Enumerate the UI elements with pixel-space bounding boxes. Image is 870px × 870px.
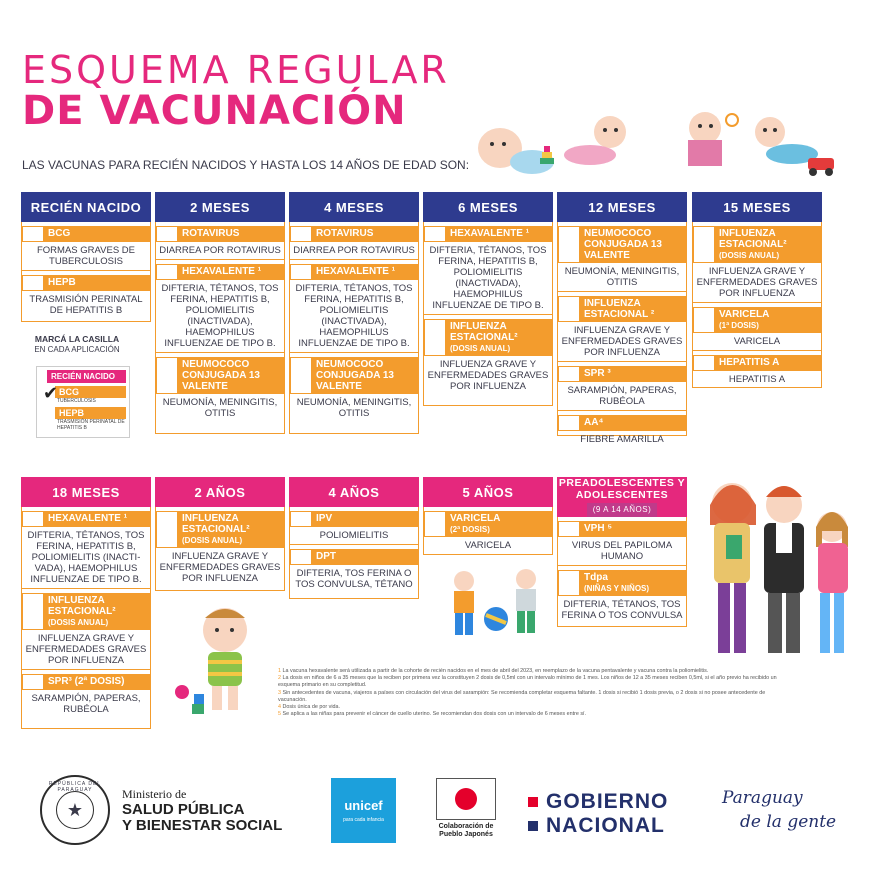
family-illustration — [700, 475, 860, 665]
japan-cooperation-logo — [433, 778, 499, 839]
checkbox[interactable] — [693, 355, 715, 371]
unicef-wordmark: unicef — [344, 798, 383, 813]
vaccine-name: VPH ⁵ — [580, 521, 686, 537]
baby-sitting-icon — [688, 112, 738, 166]
vaccine-row — [424, 226, 552, 242]
vaccine-row — [290, 264, 418, 280]
vaccine-row — [156, 264, 284, 280]
checkmark-icon: ✔ — [43, 383, 59, 403]
checkbox-instruction-text: EN CADA APLICACIÓN — [34, 345, 120, 354]
ministry-logo-text — [122, 787, 282, 834]
checkbox-example — [36, 366, 130, 438]
disease-text: INFLUENZA GRAVE Y ENFERMEDADES GRAVES POR INFLUENZA — [159, 551, 281, 584]
vaccine-row — [22, 511, 150, 527]
checkbox[interactable] — [156, 264, 178, 280]
footnote-1: 1 La vacuna hexavalente será utilizada a partir de la cohorte de recién nacidos en el mes de abril del 2023, en reemplazo de la vacuna pentavalente y vacuna contra la poliomielitis. — [278, 668, 709, 674]
column-18-meses — [21, 477, 151, 729]
disease-text: FIEBRE AMARILLA — [580, 434, 664, 445]
column-2-meses — [155, 192, 285, 434]
vaccine-name: ROTAVIRUS — [312, 226, 418, 242]
vaccine-name: DPT — [312, 549, 418, 565]
example-vaccine-1: BCG — [55, 386, 126, 398]
column-4-meses — [289, 192, 419, 434]
unicef-logo — [331, 778, 396, 843]
disease-text: SARAMPIÓN, PAPERAS, RUBÉOLA — [31, 693, 141, 715]
footnote-4: 4 Dosis única de por vida. — [278, 704, 341, 711]
column-2-anos — [155, 477, 285, 591]
vaccine-name: NEUMOCOCO CONJUGADA 13 VALENTE — [580, 226, 686, 263]
vaccine-row — [558, 570, 686, 596]
red-square-icon — [528, 797, 538, 807]
vaccine-row — [22, 593, 150, 630]
vaccine-name: HEXAVALENTE ¹ — [312, 264, 418, 280]
vaccine-name: VARICELA (2ª DOSIS) — [446, 511, 552, 537]
checkbox[interactable] — [558, 521, 580, 537]
checkbox[interactable] — [693, 307, 715, 333]
title-line-1: ESQUEMA REGULAR — [22, 48, 450, 92]
column-header — [557, 477, 687, 517]
vaccine-row — [290, 226, 418, 242]
disease-text: NEUMONÍA, MENINGITIS, OTITIS — [296, 397, 412, 419]
japan-flag-icon — [436, 778, 496, 820]
checkbox[interactable] — [558, 296, 580, 322]
blue-square-icon — [528, 821, 538, 831]
paraguay-line-2: de la gente — [740, 812, 837, 832]
baby-crawling-2-icon — [755, 117, 818, 164]
footnote-3: 3 Sin antecedentes de vacuna, viajeros a países con circulación del virus del sarampión: Se recomienda completar esquema faltante. 1 dosis si recibió 1 dosis previa, o 2 dosis si no posee antecedente de vacunación. — [278, 689, 766, 703]
vaccine-row — [693, 307, 821, 333]
checkbox[interactable] — [22, 674, 44, 690]
vaccine-row — [424, 319, 552, 356]
disease-text: VIRUS DEL PAPILOMA HUMANO — [558, 537, 686, 566]
column-header: 2 AÑOS — [155, 477, 285, 507]
column-header: 12 MESES — [557, 192, 687, 222]
column-header-sublabel: (9 A 14 AÑOS) — [587, 503, 658, 517]
vaccine-name: NEUMOCOCO CONJUGADA 13 VALENTE — [178, 357, 284, 394]
vaccine-row — [22, 226, 150, 242]
ministry-line-2: SALUD PÚBLICA — [122, 801, 245, 818]
title-line-2: DE VACUNACIÓN — [22, 88, 407, 134]
gobierno-nacional-logo — [528, 790, 668, 838]
babies-illustration — [470, 110, 860, 185]
vaccine-name: BCG — [44, 226, 150, 242]
disease-text: DIARREA POR ROTAVIRUS — [290, 242, 418, 260]
column-header: 4 MESES — [289, 192, 419, 222]
vaccine-name: INFLUENZA ESTACIONAL² (DOSIS ANUAL) — [446, 319, 552, 356]
toddler-illustration — [170, 600, 270, 720]
column-header: 5 AÑOS — [423, 477, 553, 507]
baby-crawling-icon — [564, 116, 626, 165]
vaccine-name: SPR ³ — [580, 366, 686, 382]
example-disease-1: TUBERCULOSIS — [57, 398, 96, 404]
checkbox[interactable] — [156, 226, 178, 242]
checkbox[interactable] — [424, 319, 446, 356]
vaccine-row — [156, 226, 284, 242]
paraguay-line-1: Paraguay — [722, 788, 803, 808]
checkbox[interactable] — [558, 366, 580, 382]
disease-text: SARAMPIÓN, PAPERAS, RUBÉOLA — [558, 382, 686, 411]
disease-text: DIARREA POR ROTAVIRUS — [156, 242, 284, 260]
vaccine-row — [290, 511, 418, 527]
kids-playing-illustration — [436, 565, 546, 645]
vaccine-name: Tdpa (NIÑAS Y NIÑOS) — [580, 570, 686, 596]
ministry-line-1: Ministerio de — [122, 787, 187, 801]
column-header: 2 MESES — [155, 192, 285, 222]
checkbox[interactable] — [558, 570, 580, 596]
vaccine-row — [156, 511, 284, 548]
column-4-anos — [289, 477, 419, 599]
column-header: RECIÉN NACIDO — [21, 192, 151, 222]
checkbox[interactable] — [558, 415, 580, 431]
checkbox[interactable] — [22, 511, 44, 527]
checkbox[interactable] — [290, 549, 312, 565]
vaccine-name: INFLUENZA ESTACIONAL² (DOSIS ANUAL) — [715, 226, 821, 263]
vaccine-row — [22, 674, 150, 690]
disease-text: DIFTERIA, TÉTANOS, TOS FERINA, HEPATITIS B, POLIOMIELITIS (INACTIVADA), HAEMOPHILUS INFLUENZAE DE TIPO B. — [424, 242, 552, 315]
paraguay-seal-logo — [40, 775, 110, 845]
checkbox[interactable] — [424, 226, 446, 242]
example-header: RECIÉN NACIDO — [47, 370, 126, 383]
checkbox-instruction — [22, 334, 132, 355]
vaccine-row — [290, 549, 418, 565]
vaccine-name: INFLUENZA ESTACIONAL² (DOSIS ANUAL) — [178, 511, 284, 548]
disease-text: FORMAS GRAVES DE TUBERCULOSIS — [22, 242, 150, 271]
toy-rings-icon — [540, 146, 554, 164]
vaccine-name: HEXAVALENTE ¹ — [178, 264, 284, 280]
disease-text: POLIOMIELITIS — [290, 527, 418, 545]
disease-text: INFLUENZA GRAVE Y ENFERMEDADES GRAVES POR INFLUENZA — [22, 630, 150, 670]
paraguay-de-la-gente-logo — [722, 786, 836, 834]
vaccine-name: ROTAVIRUS — [178, 226, 284, 242]
vaccine-row — [693, 226, 821, 263]
checkbox[interactable] — [290, 511, 312, 527]
vaccine-name: HEPATITIS A — [715, 355, 821, 371]
vaccine-name: HEPB — [44, 275, 150, 291]
column-header: 15 MESES — [692, 192, 822, 222]
disease-text: NEUMONÍA, MENINGITIS, OTITIS — [558, 263, 686, 292]
checkbox[interactable] — [290, 226, 312, 242]
column-header: 4 AÑOS — [289, 477, 419, 507]
vaccine-name: IPV — [312, 511, 418, 527]
footnote-5: 5 Se aplica a las niñas para prevenir el cáncer de cuello uterino. Se recomiendan dos dosis con un intervalo de 6 meses entre sí. — [278, 711, 587, 718]
column-header: 6 MESES — [423, 192, 553, 222]
unicef-tagline: para cada infancia — [343, 817, 384, 823]
disease-text: DIFTERIA, TÉTANOS, TOS FERINA O TOS CONVULSA — [561, 599, 683, 621]
disease-text: DIFTERIA, TÉTANOS, TOS FERINA, HEPATITIS B, POLIOMIELITIS (INACTIVADA), HAEMOPHILUS INFLUENZAE DE TIPO B. — [156, 280, 284, 353]
column-15-meses — [692, 192, 822, 388]
column-5-anos — [423, 477, 553, 555]
seal-ring-text: REPÚBLICA DEL PARAGUAY — [48, 781, 102, 793]
vaccine-row — [156, 357, 284, 394]
checkbox-instruction-title: MARCÁ LA CASILLA — [34, 334, 120, 344]
vaccine-name: INFLUENZA ESTACIONAL ² — [580, 296, 686, 322]
disease-text: INFLUENZA GRAVE Y ENFERMEDADES GRAVES POR INFLUENZA — [558, 322, 686, 362]
footnotes — [278, 668, 778, 718]
disease-text: INFLUENZA GRAVE Y ENFERMEDADES GRAVES POR INFLUENZA — [693, 263, 821, 303]
disease-text: VARICELA — [693, 333, 821, 351]
vaccine-name: AA⁴ — [580, 415, 686, 431]
column-6-meses — [423, 192, 553, 406]
ministry-line-3: Y BIENESTAR SOCIAL — [122, 817, 283, 834]
disease-text: HEPATITIS A — [728, 374, 786, 385]
vaccine-row — [424, 511, 552, 537]
checkbox[interactable] — [156, 511, 178, 548]
vaccine-name: SPR³ (2ª DOSIS) — [44, 674, 150, 690]
checkbox[interactable] — [558, 226, 580, 263]
disease-text: INFLUENZA GRAVE Y ENFERMEDADES GRAVES POR INFLUENZA — [427, 359, 549, 392]
example-vaccine-2: HEPB — [55, 407, 126, 419]
vaccine-name: NEUMOCOCO CONJUGADA 13 VALENTE — [312, 357, 418, 394]
footnote-2: 2 La dosis en niños de 6 a 35 meses que la reciben por primera vez la constituyen 2 dosis de 0,5ml con un intervalo mínimo de 1 mes. Los niños de 12 a 35 meses reciben 0,5ml, si el año previo ha recibido un esquema primario en su completitud. — [278, 675, 777, 689]
vaccine-name: HEXAVALENTE ¹ — [44, 511, 150, 527]
toy-car-icon — [808, 158, 834, 176]
column-header: 18 MESES — [21, 477, 151, 507]
checkbox[interactable] — [22, 275, 44, 291]
star-icon: ★ — [56, 791, 94, 829]
disease-text: TRASMISIÓN PERINATAL DE HEPATITIS B — [29, 294, 143, 316]
checkbox[interactable] — [290, 264, 312, 280]
vaccine-row — [22, 275, 150, 291]
vaccine-row — [558, 226, 686, 263]
disease-text: VARICELA — [464, 540, 512, 551]
gobierno-line-2: NACIONAL — [546, 814, 665, 837]
example-disease-2: TRASMISIÓN PERINATAL DE HEPATITIS B — [57, 419, 125, 431]
baby-lying-icon — [478, 128, 554, 174]
disease-text: DIFTERIA, TÉTANOS, TOS FERINA, HEPATITIS B, POLIOMIELITIS (INACTI-VADA), HAEMOPHILUS INFLUENZAE DE TIPO B. — [22, 527, 150, 589]
disease-text: DIFTERIA, TÉTANOS, TOS FERINA, HEPATITIS B, POLIOMIELITIS (INACTIVADA), HAEMOPHILUS INFLUENZAE DE TIPO B. — [290, 280, 418, 353]
checkbox[interactable] — [22, 593, 44, 630]
vaccine-row — [558, 296, 686, 322]
column-12-meses — [557, 192, 687, 445]
column-recien-nacido — [21, 192, 151, 322]
disease-text: DIFTERIA, TOS FERINA O TOS CONVULSA, TÉTANO — [295, 568, 413, 590]
vaccine-name: HEXAVALENTE ¹ — [446, 226, 552, 242]
checkbox[interactable] — [22, 226, 44, 242]
disease-text: NEUMONÍA, MENINGITIS, OTITIS — [162, 397, 278, 419]
vaccine-row — [693, 355, 821, 371]
checkbox[interactable] — [156, 357, 178, 394]
vaccine-name: VARICELA (1ª DOSIS) — [715, 307, 821, 333]
vaccine-row — [558, 366, 686, 382]
column-header-label: PREADOLESCENTES Y ADOLESCENTES — [558, 477, 686, 501]
checkbox[interactable] — [424, 511, 446, 537]
vaccine-row — [290, 357, 418, 394]
column-adolescentes — [557, 477, 687, 627]
checkbox[interactable] — [693, 226, 715, 263]
checkbox[interactable] — [290, 357, 312, 394]
vaccine-row — [558, 521, 686, 537]
gobierno-line-1: GOBIERNO — [546, 790, 669, 813]
vaccine-name: INFLUENZA ESTACIONAL² (DOSIS ANUAL) — [44, 593, 150, 630]
japan-caption: Colaboración de Pueblo Japonés — [438, 823, 494, 838]
vaccine-row — [558, 415, 686, 431]
intro-text: LAS VACUNAS PARA RECIÉN NACIDOS Y HASTA LOS 14 AÑOS DE EDAD SON: — [22, 158, 470, 172]
